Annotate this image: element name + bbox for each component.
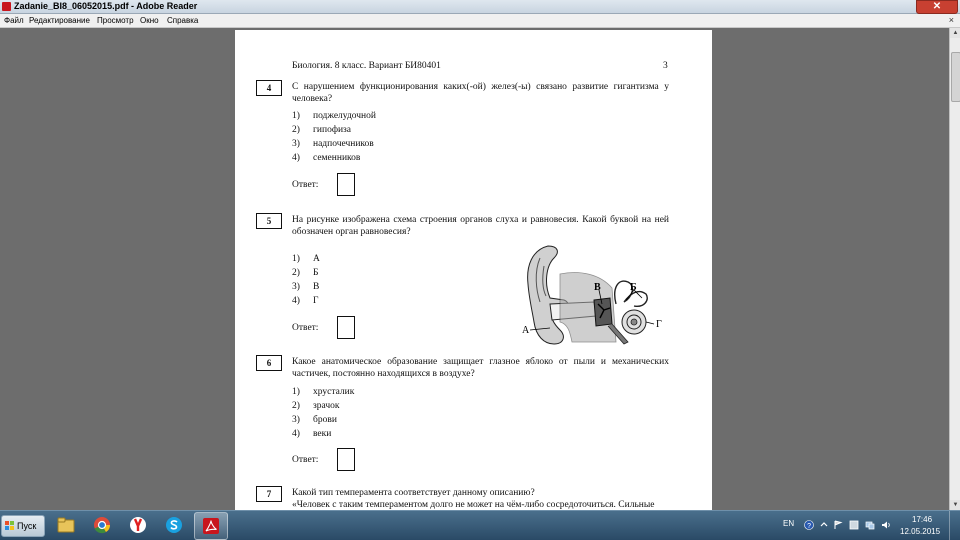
window-title: Zadanie_BI8_06052015.pdf - Adobe Reader xyxy=(14,1,198,11)
adobe-reader-icon xyxy=(202,517,220,535)
question-number-box: 7 xyxy=(256,486,282,502)
answer-option: 4) семенников xyxy=(292,153,361,163)
svg-text:?: ? xyxy=(807,523,812,530)
answer-box[interactable] xyxy=(337,316,355,339)
question-number-box: 4 xyxy=(256,80,282,96)
scroll-up-button[interactable]: ▲ xyxy=(950,28,960,38)
menu-view[interactable]: Просмотр xyxy=(97,16,134,25)
start-button[interactable] xyxy=(1,515,45,537)
taskbar-yandex-button[interactable] xyxy=(122,512,154,538)
answer-box[interactable] xyxy=(337,448,355,471)
windows-flag-icon xyxy=(5,521,14,530)
taskbar xyxy=(0,510,960,540)
explorer-folder-icon xyxy=(57,516,75,534)
answer-option: 2) гипофиза xyxy=(292,125,352,135)
taskbar-adobe-reader-button[interactable] xyxy=(194,512,228,540)
document-area xyxy=(0,28,949,510)
answer-option: 1) хрусталик xyxy=(292,387,355,397)
volume-icon[interactable] xyxy=(881,520,891,530)
start-label: Пуск xyxy=(17,521,37,531)
figure-label-v: В xyxy=(594,282,601,293)
answer-label: Ответ: xyxy=(292,323,319,333)
answer-option: 1) поджелудочной xyxy=(292,111,376,121)
menu-window[interactable]: Окно xyxy=(140,16,159,25)
show-hidden-icons-icon[interactable] xyxy=(819,520,829,530)
clock-time[interactable]: 17:46 xyxy=(912,515,933,524)
question-number-box: 6 xyxy=(256,355,282,371)
menu-file[interactable]: Файл xyxy=(4,16,24,25)
answer-option: 2) Б xyxy=(292,268,319,278)
scroll-thumb[interactable] xyxy=(951,52,960,102)
taskbar-chrome-button[interactable] xyxy=(86,512,118,538)
answer-option: 3) В xyxy=(292,282,320,292)
device-icon[interactable] xyxy=(849,520,859,530)
label-line-g xyxy=(646,322,654,324)
answer-option: 3) надпочечников xyxy=(292,139,374,149)
question-text: С нарушением функционирования каких(-ой) желез(-ы) связано развитие гигантизма у человека? xyxy=(292,82,669,104)
window-close-button[interactable]: ✕ xyxy=(916,0,958,14)
page-header: Биология. 8 класс. Вариант БИ80401 xyxy=(292,61,441,71)
menu-edit[interactable]: Редактирование xyxy=(29,16,90,25)
figure-label-a: А xyxy=(522,325,530,336)
taskbar-explorer-button[interactable] xyxy=(50,512,82,538)
question-text: Какое анатомическое образование защищает глазное яблоко от пыли и механических частичек, постоянно находящихся в воздухе? xyxy=(292,357,669,379)
answer-option: 4) веки xyxy=(292,429,332,439)
network-icon[interactable] xyxy=(865,520,875,530)
answer-option: 3) брови xyxy=(292,415,337,425)
ear-structure-diagram xyxy=(520,244,665,348)
answer-label: Ответ: xyxy=(292,455,319,465)
answer-option: 4) Г xyxy=(292,296,319,306)
pdf-page xyxy=(235,30,712,510)
page-number: 3 xyxy=(663,61,668,71)
question-text: На рисунке изображена схема строения органов слуха и равновесия. Какой буквой на ней обозначен орган равновесия? xyxy=(292,215,669,237)
menu-bar xyxy=(0,14,960,28)
answer-option: 1) А xyxy=(292,254,320,264)
chrome-icon xyxy=(93,516,111,534)
document-close-icon[interactable]: × xyxy=(948,15,954,25)
cochlea-core xyxy=(631,319,637,325)
answer-option: 2) зрачок xyxy=(292,401,340,411)
figure-label-g: Г xyxy=(656,319,662,330)
adobe-reader-app-icon xyxy=(2,2,11,11)
vertical-scrollbar[interactable] xyxy=(949,28,960,510)
title-bar xyxy=(0,0,960,14)
figure-label-b: Б xyxy=(630,282,637,293)
question-text: Какой тип темперамента соответствует данному описанию? xyxy=(292,488,535,498)
menu-help[interactable]: Справка xyxy=(167,16,199,25)
help-icon[interactable] xyxy=(804,520,814,530)
show-desktop-button[interactable] xyxy=(949,511,960,540)
skype-icon xyxy=(165,516,183,534)
clock-date[interactable]: 12.05.2015 xyxy=(900,527,941,536)
scroll-down-button[interactable]: ▼ xyxy=(950,500,960,510)
taskbar-skype-button[interactable] xyxy=(158,512,190,538)
action-center-flag-icon[interactable] xyxy=(833,520,843,530)
answer-label: Ответ: xyxy=(292,180,319,190)
question-text-continued: «Человек с таким темпераментом долго не может на чём-либо сосредоточиться. Сильные xyxy=(292,500,655,510)
yandex-browser-icon xyxy=(129,516,147,534)
language-indicator[interactable]: EN xyxy=(783,519,795,528)
question-number-box: 5 xyxy=(256,213,282,229)
answer-box[interactable] xyxy=(337,173,355,196)
